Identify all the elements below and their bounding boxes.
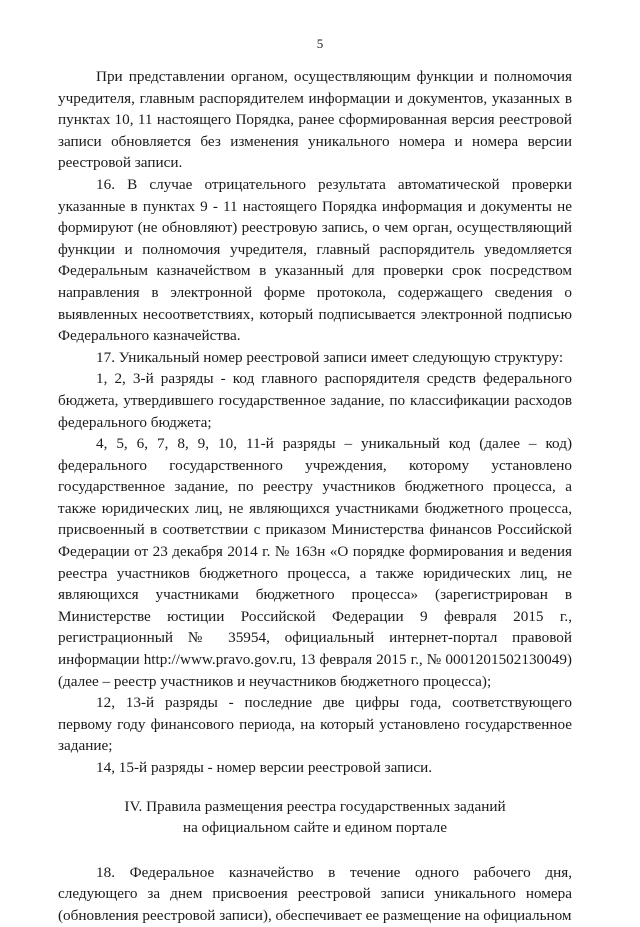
section-heading	[58, 796, 572, 839]
paragraph-18: 18. Федеральное казначейство в течение одного рабочего дня, следующего за днем присвоения реестровой записи уникального номера (обновления реестровой записи), обеспечивает ее размещение на официальном	[58, 863, 572, 924]
heading-spacer	[58, 853, 572, 862]
paragraph-16: 16. В случае отрицательного результата автоматической проверки указанные в пунктах 9 - 11 настоящего Порядка информация и документы не формируют (не обновляют) реестровую запись, о чем орган, осуществляющий функции и полномочия учредителя, главный распорядитель уведомляется Федеральным казначейством в указанный для проверки срок посредством направления в электронной форме протокола, содержащего сведения о выявленных несоответствиях, который подписывается электронной подписью Федерального казначейства.	[58, 175, 572, 345]
paragraph-17-digits-12-13: 12, 13-й разряды - последние две цифры года, соответствующего первому году финансового периода, на который установлено государственное задание;	[58, 694, 572, 755]
paragraph-17-digits-14-15: 14, 15-й разряды - номер версии реестровой записи.	[96, 759, 433, 776]
paragraph-17-digits-1-3: 1, 2, 3-й разряды - код главного распорядителя средств федерального бюджета, утвердившего государственное задание, по классификации расходов федерального бюджета;	[58, 370, 572, 431]
paragraph-15-continuation: При представлении органом, осуществляющим функции и полномочия учредителя, главным распорядителем информации и документов, указанных в пунктах 10, 11 настоящего Порядка, ранее сформированная версия реестровой записи обновляется без изменения уникального номера и номера версии реестровой записи.	[58, 68, 572, 172]
page-number: 5	[316, 36, 324, 51]
section-heading-line-2: на официальном сайте и едином портале	[183, 819, 447, 837]
paragraph-17: 17. Уникальный номер реестровой записи имеет следующую структуру:	[96, 348, 564, 366]
document-body	[58, 66, 572, 927]
section-heading-line-1: IV. Правила размещения реестра государственных заданий	[124, 797, 506, 815]
paragraph-17-digits-4-11: 4, 5, 6, 7, 8, 9, 10, 11-й разряды – уникальный код (далее – код) федерального государственного учреждения, которому установлено государственное задание, по реестру участников бюджетного процесса, а также юридических лиц, не являющихся участниками бюджетного процесса, присвоенный в соответствии с приказом Министерства финансов Российской Федерации от 23 декабря 2014 г. № 163н «О порядке формирования и ведения реестра участников бюджетного процесса, а также юридических лиц, не являющихся участниками бюджетного процесса» (зарегистрирован в Министерстве юстиции Российской Федерации 9 февраля 2015 г., регистрационный № 35954, официальный интернет-портал правовой информации http://www.pravo.gov.ru, 13 февраля 2015 г., № 0001201502130049) (далее – реестр участников и неучастников бюджетного процесса);	[58, 435, 572, 690]
